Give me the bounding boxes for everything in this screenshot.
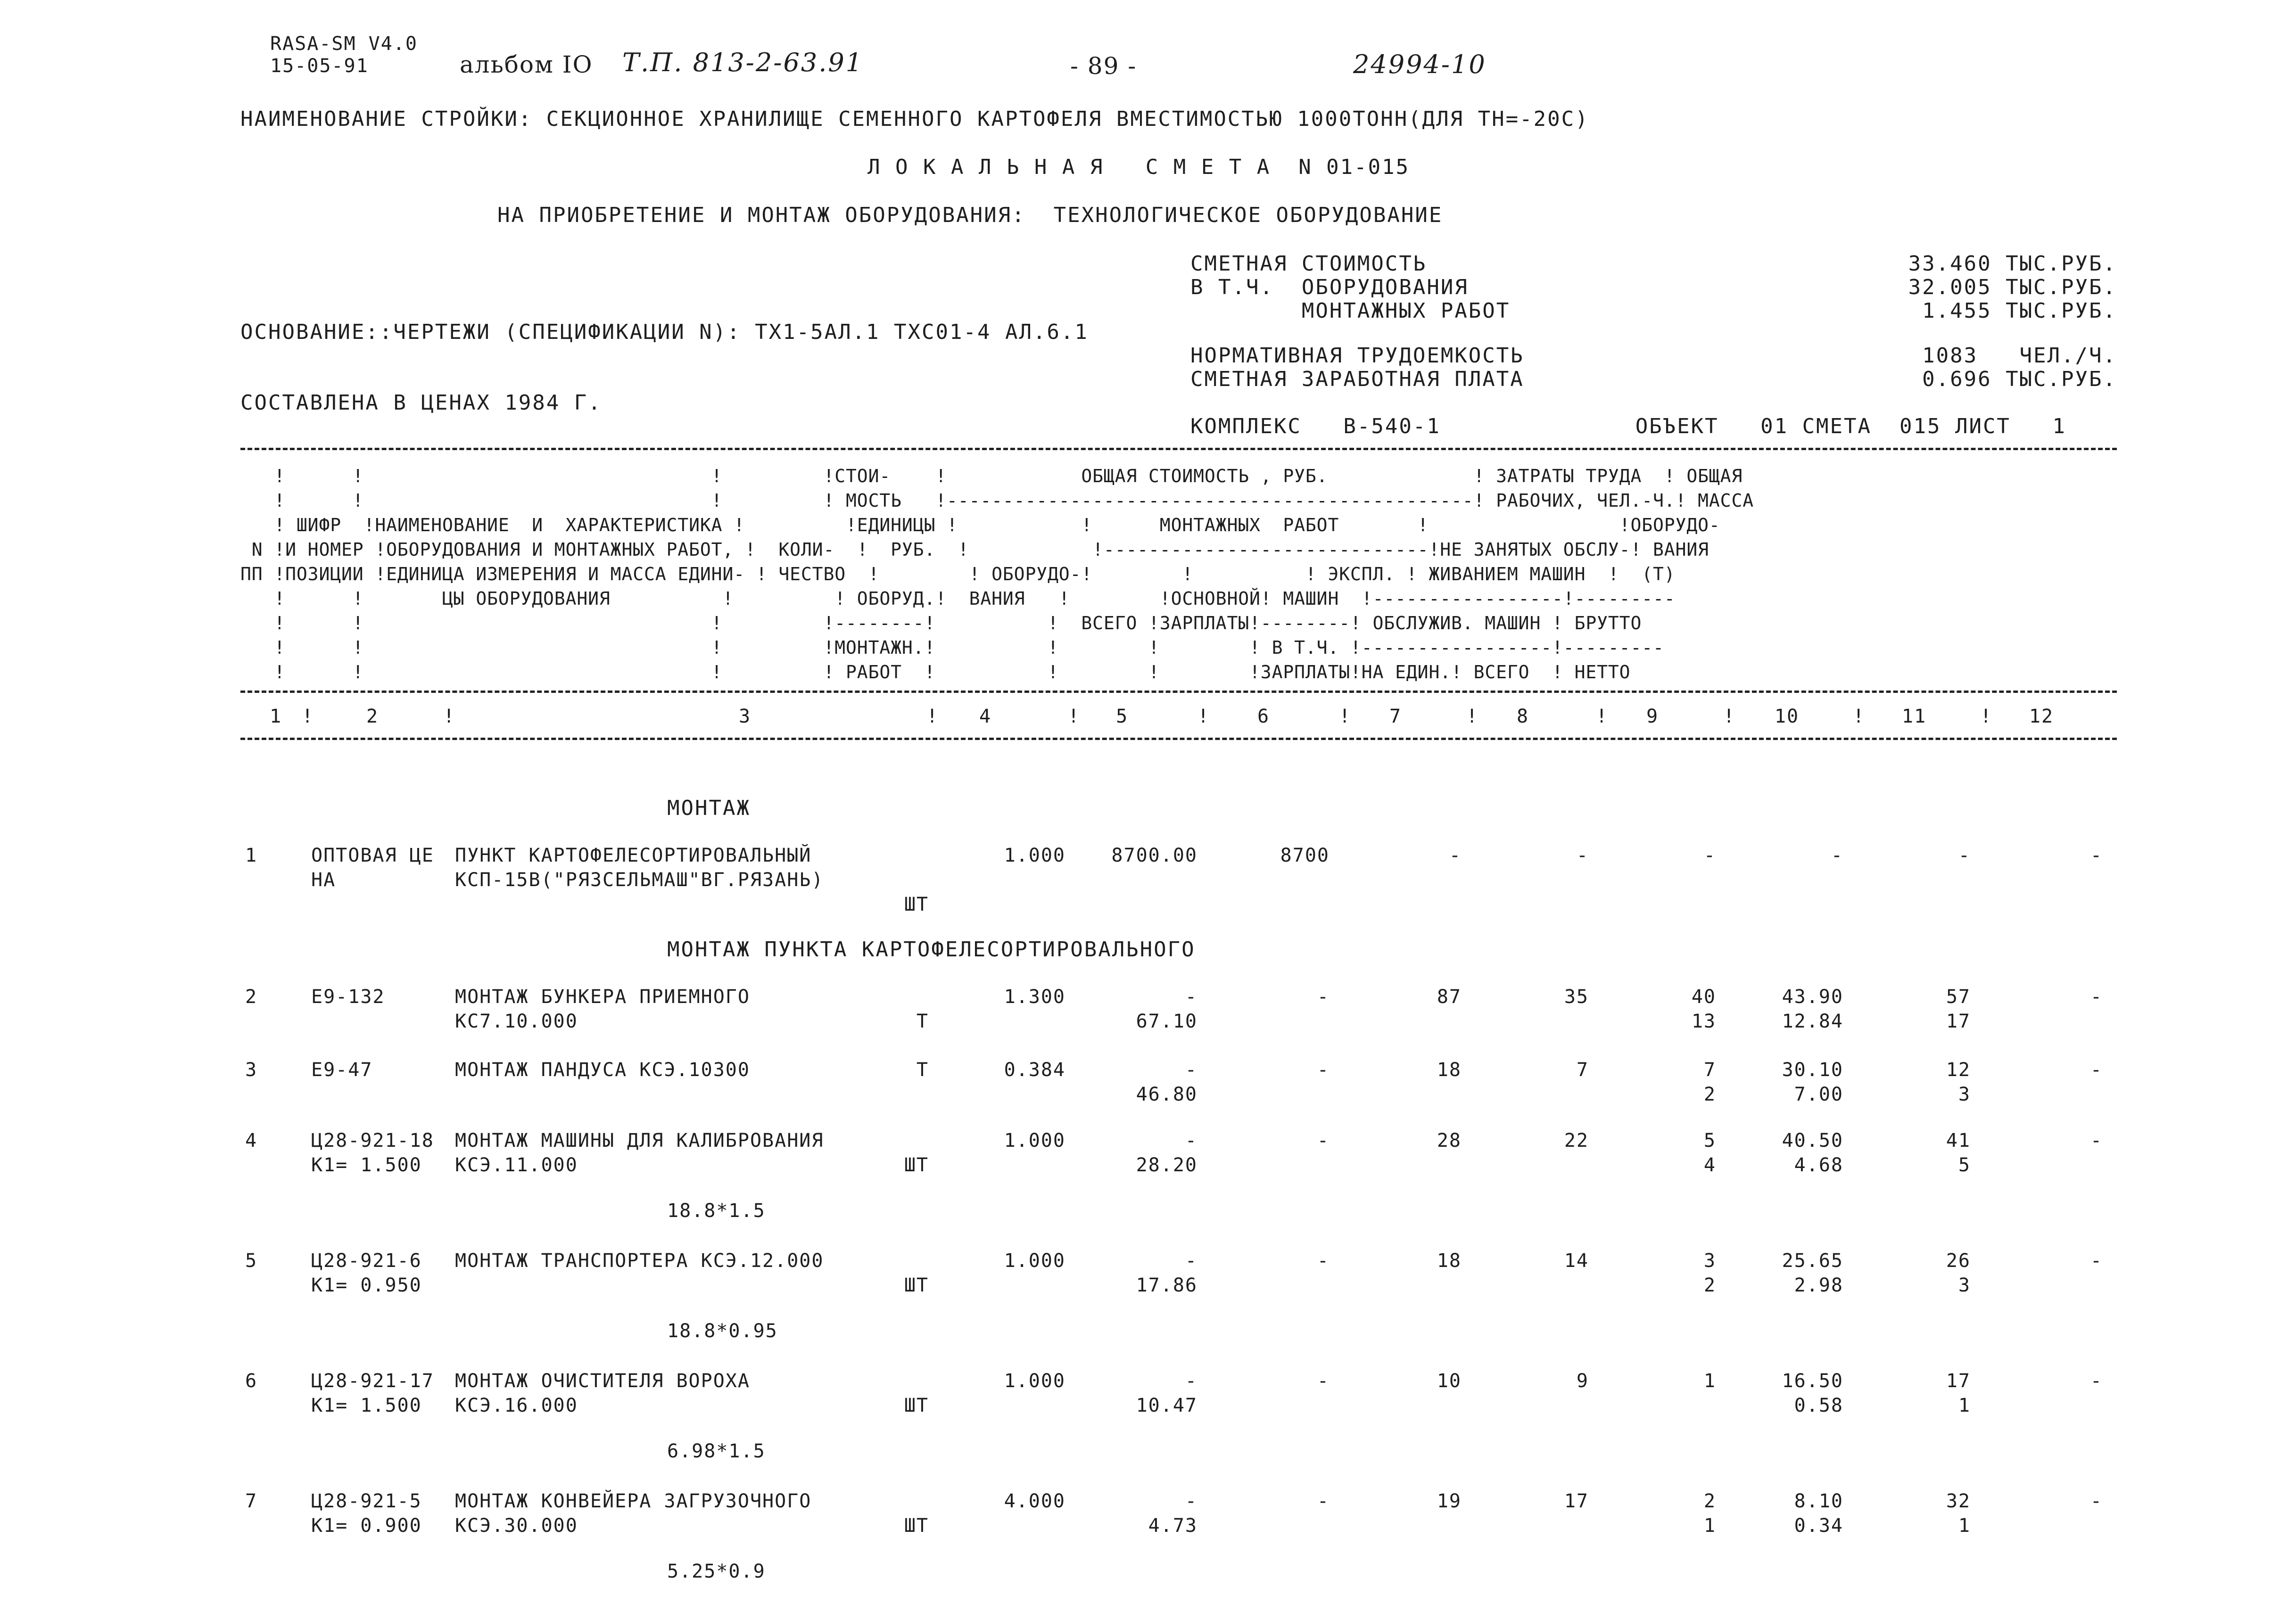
base-wage: 17 bbox=[1564, 1490, 1589, 1512]
header-rule-top bbox=[240, 448, 2117, 450]
item-name-extra: КСЭ.30.000 bbox=[455, 1515, 578, 1537]
base-wage: 9 bbox=[1576, 1370, 1589, 1392]
quantity: 1.000 bbox=[1004, 1370, 1065, 1392]
header-line: N !И НОМЕР !ОБОРУДОВАНИЯ И МОНТАЖНЫХ РАБОТ, ! КОЛИ- ! РУБ. ! !-----------------------------!НЕ ЗАНЯТЫХ ОБСЛУ-! ВАНИЯ bbox=[240, 539, 1709, 560]
column-separator: ! bbox=[1596, 706, 1609, 727]
machine-service-total: 17 bbox=[1946, 1011, 1971, 1032]
labor-per-unit: 30.10 bbox=[1782, 1059, 1843, 1081]
section-heading: МОНТАЖ ПУНКТА КАРТОФЕЛЕСОРТИРОВАЛЬНОГО bbox=[667, 937, 1196, 962]
item-name: МОНТАЖ ТРАНСПОРТЕРА КСЭ.12.000 bbox=[455, 1250, 824, 1272]
unit-of-measure: Т bbox=[916, 1059, 929, 1081]
row-number: 5 bbox=[245, 1250, 258, 1272]
item-name: МОНТАЖ ОЧИСТИТЕЛЯ ВОРОХА bbox=[455, 1370, 750, 1392]
quantity: 1.000 bbox=[1004, 1130, 1065, 1151]
equipment-cost: - bbox=[1317, 1059, 1330, 1081]
basis-line: ОСНОВАНИЕ::ЧЕРТЕЖИ (СПЕЦИФИКАЦИИ N): ТХ1-5АЛ.1 ТХС01-4 АЛ.6.1 bbox=[240, 320, 1089, 344]
unit-cost-installation: 67.10 bbox=[1136, 1011, 1198, 1032]
equipment-cost: 8700 bbox=[1280, 845, 1330, 866]
summary-label: НОРМАТИВНАЯ ТРУДОЕМКОСТЬ bbox=[1190, 344, 1524, 368]
header-line: ! ! ! ! РАБОТ ! ! ! !ЗАРПЛАТЫ!НА ЕДИН.! ВСЕГО ! НЕТТО bbox=[240, 662, 1631, 683]
equipment-mass: - bbox=[2090, 986, 2103, 1008]
header-rule-bottom bbox=[240, 738, 2117, 740]
quantity: 1.000 bbox=[1004, 1250, 1065, 1272]
project-number: Т.П. 813-2-63.91 bbox=[622, 48, 864, 77]
machine-operation-wage: 1 bbox=[1703, 1515, 1716, 1537]
labor-total: 41 bbox=[1946, 1130, 1971, 1151]
position-code-extra: К1= 0.950 bbox=[311, 1275, 422, 1296]
header-line: ПП !ПОЗИЦИИ !ЕДИНИЦА ИЗМЕРЕНИЯ И МАССА ЕДИНИ- ! ЧЕСТВО ! ! ОБОРУДО-! ! ! ЭКСПЛ. ! ЖИВАНИЕМ МАШИН ! (Т) bbox=[240, 564, 1676, 584]
item-name-extra: КСЭ.11.000 bbox=[455, 1154, 578, 1176]
unit-of-measure: ШТ bbox=[904, 1395, 929, 1416]
machine-operation: - bbox=[1703, 845, 1716, 866]
installation-total: 10 bbox=[1437, 1370, 1462, 1392]
summary-label: СМЕТНАЯ ЗАРАБОТНАЯ ПЛАТА bbox=[1190, 367, 1524, 391]
machine-service-total: 3 bbox=[1958, 1084, 1971, 1105]
item-name-extra: КС7.10.000 bbox=[455, 1011, 578, 1032]
column-number: 4 bbox=[979, 706, 992, 727]
row-number: 1 bbox=[245, 845, 258, 866]
unit-of-measure: ШТ bbox=[904, 1275, 929, 1296]
calculation-formula: 6.98*1.5 bbox=[667, 1440, 766, 1462]
calculation-formula: 18.8*0.95 bbox=[667, 1320, 778, 1342]
position-code: Ц28-921-17 bbox=[311, 1370, 434, 1392]
unit-cost-equipment: - bbox=[1185, 1059, 1198, 1081]
unit-of-measure: ШТ bbox=[904, 1154, 929, 1176]
machine-service-total: 3 bbox=[1958, 1275, 1971, 1296]
machine-service-per-unit: 2.98 bbox=[1794, 1275, 1843, 1296]
installation-total: 18 bbox=[1437, 1250, 1462, 1272]
column-number: 6 bbox=[1257, 706, 1270, 727]
labor-per-unit: - bbox=[1831, 845, 1843, 866]
labor-total: 32 bbox=[1946, 1490, 1971, 1512]
installation-total: 18 bbox=[1437, 1059, 1462, 1081]
position-code: Ц28-921-5 bbox=[311, 1490, 422, 1512]
machine-service-per-unit: 7.00 bbox=[1794, 1084, 1843, 1105]
item-name: МОНТАЖ БУНКЕРА ПРИЕМНОГО bbox=[455, 986, 750, 1008]
summary-value: 33.460 ТЫС.РУБ. bbox=[1908, 252, 2117, 276]
labor-per-unit: 25.65 bbox=[1782, 1250, 1843, 1272]
column-separator: ! bbox=[1980, 706, 1993, 727]
summary-label: В Т.Ч. ОБОРУДОВАНИЯ bbox=[1190, 275, 1469, 299]
position-code: Е9-132 bbox=[311, 986, 385, 1008]
equipment-mass: - bbox=[2090, 1490, 2103, 1512]
machine-operation: 7 bbox=[1703, 1059, 1716, 1081]
equipment-mass: - bbox=[2090, 845, 2103, 866]
summary-value: 1083 ЧЕЛ./Ч. bbox=[1922, 344, 2117, 368]
column-separator: ! bbox=[1723, 706, 1736, 727]
quantity: 1.000 bbox=[1004, 845, 1065, 866]
summary-label: МОНТАЖНЫХ РАБОТ bbox=[1190, 299, 1511, 323]
unit-of-measure: Т bbox=[916, 1011, 929, 1032]
base-wage: 22 bbox=[1564, 1130, 1589, 1151]
complex-object-sheet: КОМПЛЕКС В-540-1 ОБЪЕКТ 01 СМЕТА 015 ЛИСТ 1 bbox=[1190, 414, 2066, 438]
equipment-mass: - bbox=[2090, 1059, 2103, 1081]
installation-total: 87 bbox=[1437, 986, 1462, 1008]
unit-cost-installation: 46.80 bbox=[1136, 1084, 1198, 1105]
base-wage: 7 bbox=[1576, 1059, 1589, 1081]
column-number: 2 bbox=[366, 706, 379, 727]
machine-operation: 5 bbox=[1703, 1130, 1716, 1151]
base-wage: 35 bbox=[1564, 986, 1589, 1008]
summary-label: СМЕТНАЯ СТОИМОСТЬ bbox=[1190, 252, 1427, 276]
unit-cost-equipment: 8700.00 bbox=[1111, 845, 1198, 866]
column-separator: ! bbox=[302, 706, 314, 727]
equipment-cost: - bbox=[1317, 1130, 1330, 1151]
item-name: МОНТАЖ МАШИНЫ ДЛЯ КАЛИБРОВАНИЯ bbox=[455, 1130, 824, 1151]
row-number: 7 bbox=[245, 1490, 258, 1512]
calculation-formula: 18.8*1.5 bbox=[667, 1200, 766, 1222]
base-wage: - bbox=[1576, 845, 1589, 866]
column-separator: ! bbox=[1853, 706, 1866, 727]
installation-total: 19 bbox=[1437, 1490, 1462, 1512]
unit-cost-equipment: - bbox=[1185, 986, 1198, 1008]
labor-total: 26 bbox=[1946, 1250, 1971, 1272]
quantity: 4.000 bbox=[1004, 1490, 1065, 1512]
labor-total: 57 bbox=[1946, 986, 1971, 1008]
row-number: 2 bbox=[245, 986, 258, 1008]
equipment-mass: - bbox=[2090, 1370, 2103, 1392]
machine-operation: 2 bbox=[1703, 1490, 1716, 1512]
header-line: ! ! ЦЫ ОБОРУДОВАНИЯ ! ! ОБОРУД.! ВАНИЯ ! !ОСНОВНОЙ! МАШИН !-----------------!--------- bbox=[240, 588, 1676, 609]
equipment-cost: - bbox=[1317, 1370, 1330, 1392]
column-separator: ! bbox=[1339, 706, 1352, 727]
unit-cost-installation: 17.86 bbox=[1136, 1275, 1198, 1296]
column-number: 8 bbox=[1516, 706, 1529, 727]
system-version: RASA-SM V4.0 bbox=[270, 33, 418, 55]
equipment-cost: - bbox=[1317, 1490, 1330, 1512]
column-separator: ! bbox=[1466, 706, 1479, 727]
machine-operation: 1 bbox=[1703, 1370, 1716, 1392]
machine-service-per-unit: 12.84 bbox=[1782, 1011, 1843, 1032]
construction-name: НАИМЕНОВАНИЕ СТРОЙКИ: СЕКЦИОННОЕ ХРАНИЛИЩЕ СЕМЕННОГО КАРТОФЕЛЯ ВМЕСТИМОСТЬЮ 1000ТОНН(ДЛЯ ТН=-20С) bbox=[240, 107, 1589, 131]
equipment-cost: - bbox=[1317, 986, 1330, 1008]
base-wage: 14 bbox=[1564, 1250, 1589, 1272]
machine-operation-wage: 13 bbox=[1691, 1011, 1716, 1032]
position-code: Е9-47 bbox=[311, 1059, 373, 1081]
header-line: ! ШИФР !НАИМЕНОВАНИЕ И ХАРАКТЕРИСТИКА ! !ЕДИНИЦЫ ! ! МОНТАЖНЫХ РАБОТ ! !ОБОРУДО- bbox=[240, 515, 1720, 535]
position-code-extra: К1= 1.500 bbox=[311, 1395, 422, 1416]
position-code: ОПТОВАЯ ЦЕ bbox=[311, 845, 434, 866]
album-label: альбом IO bbox=[460, 51, 593, 78]
page-number: - 89 - bbox=[1070, 52, 1137, 80]
labor-per-unit: 16.50 bbox=[1782, 1370, 1843, 1392]
document-title: Л О К А Л Ь Н А Я С М Е Т А N 01-015 bbox=[867, 155, 1410, 179]
row-number: 4 bbox=[245, 1130, 258, 1151]
unit-cost-equipment: - bbox=[1185, 1130, 1198, 1151]
installation-total: - bbox=[1449, 845, 1462, 866]
unit-cost-installation: 10.47 bbox=[1136, 1395, 1198, 1416]
labor-total: 12 bbox=[1946, 1059, 1971, 1081]
machine-operation-wage: 2 bbox=[1703, 1275, 1716, 1296]
machine-operation: 3 bbox=[1703, 1250, 1716, 1272]
calculation-formula: 5.25*0.9 bbox=[667, 1561, 766, 1582]
equipment-mass: - bbox=[2090, 1250, 2103, 1272]
column-separator: ! bbox=[1198, 706, 1210, 727]
row-number: 3 bbox=[245, 1059, 258, 1081]
header-rule-mid bbox=[240, 691, 2117, 693]
summary-value: 0.696 ТЫС.РУБ. bbox=[1922, 367, 2117, 391]
item-name-extra: КСП-15В("РЯЗСЕЛЬМАШ"ВГ.РЯЗАНЬ) bbox=[455, 869, 824, 891]
unit-cost-installation: 28.20 bbox=[1136, 1154, 1198, 1176]
unit-cost-equipment: - bbox=[1185, 1250, 1198, 1272]
quantity: 0.384 bbox=[1004, 1059, 1065, 1081]
price-basis: СОСТАВЛЕНА В ЦЕНАХ 1984 Г. bbox=[240, 391, 602, 415]
column-number: 11 bbox=[1901, 706, 1927, 727]
document-subtitle: НА ПРИОБРЕТЕНИЕ И МОНТАЖ ОБОРУДОВАНИЯ: ТЕХНОЛОГИЧЕСКОЕ ОБОРУДОВАНИЕ bbox=[497, 203, 1443, 227]
position-code: Ц28-921-18 bbox=[311, 1130, 434, 1151]
position-code-extra: К1= 0.900 bbox=[311, 1515, 422, 1537]
section-heading: МОНТАЖ bbox=[667, 796, 751, 820]
print-date: 15-05-91 bbox=[270, 55, 369, 77]
column-number: 7 bbox=[1389, 706, 1402, 727]
machine-service-per-unit: 0.34 bbox=[1794, 1515, 1843, 1537]
header-line: ! ! ! !--------! ! ВСЕГО !ЗАРПЛАТЫ!--------! ОБСЛУЖИВ. МАШИН ! БРУТТО bbox=[240, 613, 1642, 633]
unit-of-measure: ШТ bbox=[904, 1515, 929, 1537]
equipment-cost: - bbox=[1317, 1250, 1330, 1272]
labor-per-unit: 40.50 bbox=[1782, 1130, 1843, 1151]
column-number: 1 bbox=[269, 706, 282, 727]
machine-operation-wage: 4 bbox=[1703, 1154, 1716, 1176]
machine-operation-wage: 2 bbox=[1703, 1084, 1716, 1105]
column-number: 5 bbox=[1115, 706, 1129, 727]
machine-service-per-unit: 4.68 bbox=[1794, 1154, 1843, 1176]
column-separator: ! bbox=[443, 706, 456, 727]
unit-cost-installation: 4.73 bbox=[1148, 1515, 1198, 1537]
machine-service-total: 1 bbox=[1958, 1395, 1971, 1416]
quantity: 1.300 bbox=[1004, 986, 1065, 1008]
header-line: ! ! ! !МОНТАЖН.! ! ! ! В Т.Ч. !-----------------!--------- bbox=[240, 637, 1664, 658]
position-code-extra: К1= 1.500 bbox=[311, 1154, 422, 1176]
labor-total: 17 bbox=[1946, 1370, 1971, 1392]
position-code: Ц28-921-6 bbox=[311, 1250, 422, 1272]
equipment-mass: - bbox=[2090, 1130, 2103, 1151]
column-separator: ! bbox=[926, 706, 939, 727]
column-separator: ! bbox=[1068, 706, 1081, 727]
labor-per-unit: 43.90 bbox=[1782, 986, 1843, 1008]
column-number: 12 bbox=[2029, 706, 2054, 727]
unit-cost-equipment: - bbox=[1185, 1490, 1198, 1512]
item-name: МОНТАЖ КОНВЕЙЕРА ЗАГРУЗОЧНОГО bbox=[455, 1490, 812, 1512]
installation-total: 28 bbox=[1437, 1130, 1462, 1151]
column-number: 10 bbox=[1774, 706, 1800, 727]
unit-cost-equipment: - bbox=[1185, 1370, 1198, 1392]
item-name-extra: КСЭ.16.000 bbox=[455, 1395, 578, 1416]
summary-value: 32.005 ТЫС.РУБ. bbox=[1908, 275, 2117, 299]
header-line: ! ! ! !СТОИ- ! ОБЩАЯ СТОИМОСТЬ , РУБ. ! ЗАТРАТЫ ТРУДА ! ОБЩАЯ bbox=[240, 466, 1743, 486]
machine-service-total: 5 bbox=[1958, 1154, 1971, 1176]
header-line: ! ! ! ! МОСТЬ !-----------------------------------------------! РАБОЧИХ, ЧЕЛ.-Ч.! МАССА bbox=[240, 490, 1754, 511]
position-code-extra: НА bbox=[311, 869, 336, 891]
column-number: 3 bbox=[738, 706, 752, 727]
item-name: МОНТАЖ ПАНДУСА КСЭ.10300 bbox=[455, 1059, 750, 1081]
labor-per-unit: 8.10 bbox=[1794, 1490, 1843, 1512]
summary-value: 1.455 ТЫС.РУБ. bbox=[1908, 299, 2117, 323]
column-number: 9 bbox=[1646, 706, 1659, 727]
labor-total: - bbox=[1958, 845, 1971, 866]
doc-number: 24994-10 bbox=[1353, 49, 1487, 79]
machine-service-per-unit: 0.58 bbox=[1794, 1395, 1843, 1416]
item-name: ПУНКТ КАРТОФЕЛЕСОРТИРОВАЛЬНЫЙ bbox=[455, 845, 812, 866]
machine-service-total: 1 bbox=[1958, 1515, 1971, 1537]
machine-operation: 40 bbox=[1691, 986, 1716, 1008]
row-number: 6 bbox=[245, 1370, 258, 1392]
unit-of-measure: ШТ bbox=[904, 894, 929, 915]
